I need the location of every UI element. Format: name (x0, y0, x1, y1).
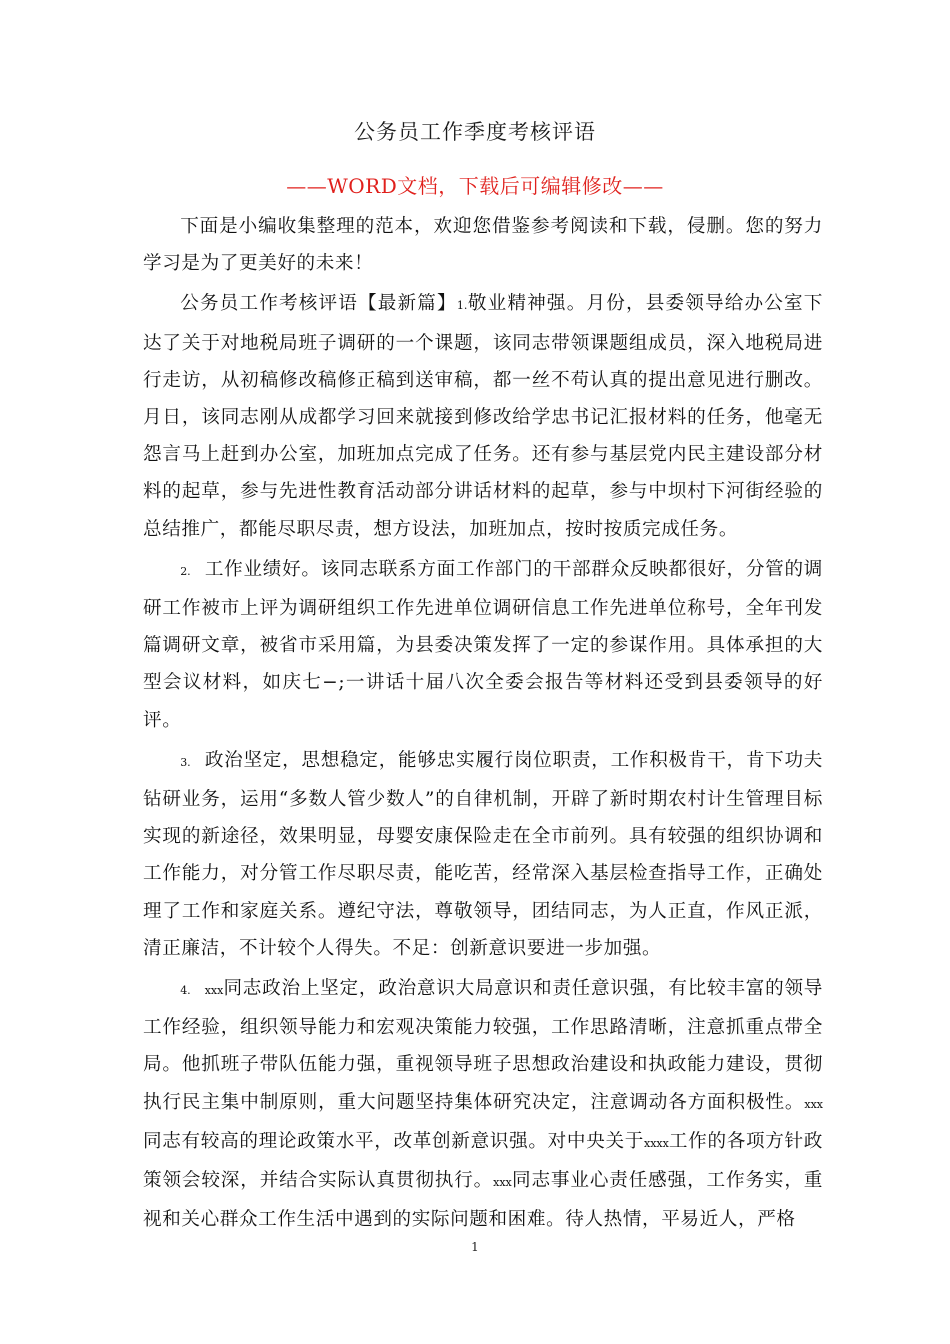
paragraph-4 (143, 970, 823, 1238)
paragraph-1-lead: 公务员工作考核评语【最新篇】 (180, 293, 457, 315)
paragraph-4-text-1: 同志政治上坚定，政治意识大局意识和责任意识强，有比较丰富的领导工作经验，组织领导能力和宏观决策能力较强，工作思路清晰，注意抓重点带全局。他抓班子带队伍能力强，重视领导班子思想政治建设和执政能力建设，贯彻执行民主集中制原则，重大问题坚持集体研究决定，注意调动各方面积极性。 (143, 978, 823, 1113)
paragraph-3-number: 3. (180, 755, 191, 769)
paragraph-4-placeholder-1: xxx (204, 984, 224, 998)
document-title: 公务员工作季度考核评语 (354, 120, 596, 144)
paragraph-4-text-2: 同志有较高的理论政策水平，改革创新意识强。对中央关于 (143, 1130, 644, 1152)
paragraph-4-placeholder-4: xxx (493, 1176, 512, 1190)
paragraph-4-text-3: 工作的各项方针政策领会较深，并结合实际认真贯彻执行。 (143, 1130, 823, 1192)
paragraph-1-number: 1. (456, 299, 468, 313)
document-subtitle: ——WORD文档，下载后可编辑修改—— (286, 174, 664, 198)
intro-paragraph: 下面是小编收集整理的范本，欢迎您借鉴参考阅读和下载，侵删。您的努力学习是为了更美好的未来！ (143, 216, 823, 275)
paragraph-4-placeholder-3: xxxx (644, 1136, 669, 1150)
paragraph-1 (143, 285, 823, 547)
paragraph-2-number: 2. (180, 564, 191, 578)
paragraph-3-text: 政治坚定，思想稳定，能够忠实履行岗位职责，工作积极肯干，肯下功夫钻研业务，运用“多数人管少数人”的自律机制，开辟了新时期农村计生管理目标实现的新途径，效果明显，母婴安康保险走在全市前列。具有较强的组织协调和工作能力，对分管工作尽职尽责，能吃苦，经常深入基层检查指导工作，正确处理了工作和家庭关系。遵纪守法，尊敬领导，团结同志，为人正直，作风正派，清正廉洁，不计较个人得失。不足：创新意识要进一步加强。 (143, 749, 823, 959)
paragraph-4-placeholder-2: xxx (804, 1097, 823, 1111)
paragraph-2 (143, 551, 823, 739)
paragraph-4-number: 4. (180, 984, 191, 998)
paragraph-1-text: 敬业精神强。月份，县委领导给办公室下达了关于对地税局班子调研的一个课题，该同志带领课题组成员，深入地税局进行走访，从初稿修改稿修正稿到送审稿，都一丝不苟认真的提出意见进行删改。月日，该同志刚从成都学习回来就接到修改给学忠书记汇报材料的任务，他毫无怨言马上赶到办公室，加班加点完成了任务。还有参与基层党内民主建设部分材料的起草，参与先进性教育活动部分讲话材料的起草，参与中坝村下河街经验的总结推广，都能尽职尽责，想方设法，加班加点，按时按质完成任务。 (143, 293, 823, 540)
page-number: 1 (471, 1240, 479, 1254)
paragraph-4-text-4: 同志事业心责任感强，工作务实，重视和关心群众工作生活中遇到的实际问题和困难。待人热情，平易近人，严格 (143, 1170, 823, 1231)
document-body (143, 208, 823, 1241)
paragraph-2-text: 工作业绩好。该同志联系方面工作部门的干部群众反映都很好，分管的调研工作被市上评为调研组织工作先进单位调研信息工作先进单位称号，全年刊发篇调研文章，被省市采用篇，为县委决策发挥了一定的参谋作用。具体承担的大型会议材料，如庆七−;一讲话十届八次全委会报告等材料还受到县委领导的好评。 (143, 558, 823, 731)
paragraph-3 (143, 742, 823, 967)
